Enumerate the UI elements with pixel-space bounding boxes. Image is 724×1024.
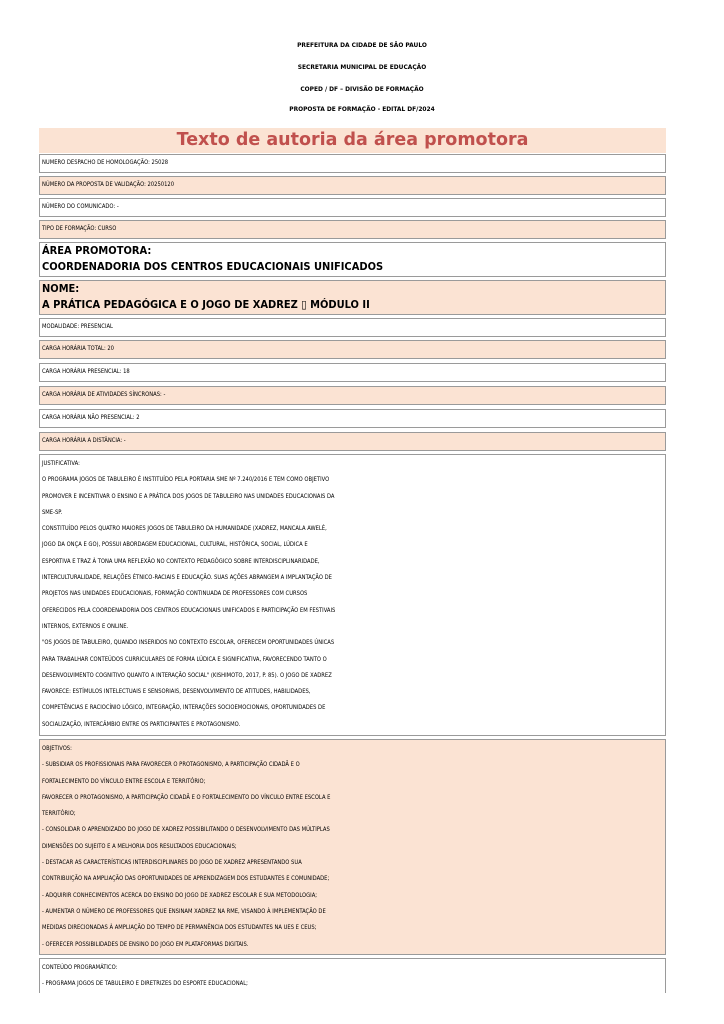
comunicado-text: NÚMERO DO COMUNICADO: - (42, 204, 119, 210)
ch-sincronas-text: CARGA HORÁRIA DE ATIVIDADES SÍNCRONAS: - (42, 392, 166, 398)
tipo-text: TIPO DE FORMAÇÃO: CURSO (42, 226, 117, 232)
justificativa-line: "OS JOGOS DE TABULEIRO, QUANDO INSERIDOS NO CONTEXTO ESCOLAR, OFERECEM OPORTUNIDADES ÚNICAS (42, 640, 335, 647)
header-line-3: COPED / DF – DIVISÃO DE FORMAÇÃO (300, 87, 424, 93)
row-ch-nao-presencial (39, 409, 666, 428)
row-despacho (39, 154, 666, 173)
row-ch-distancia (39, 432, 666, 451)
justificativa-line: JOGO DA ONÇA E GO), POSSUI ABORDAGEM EDUCACIONAL, CULTURAL, HISTÓRICA, SOCIAL, LÚDICA E (42, 542, 308, 549)
header-line-1: PREFEITURA DA CIDADE DE SÃO PAULO (297, 43, 427, 49)
justificativa-line: OFERECIDOS PELA COORDENADORIA DOS CENTROS EDUCACIONAIS UNIFICADOS E PARTICIPAÇÃO EM FESTIVAIS (42, 607, 336, 614)
justificativa-line: INTERCULTURALIDADE, RELAÇÕES ÉTNICO-RACIAIS E EDUCAÇÃO. SUAS AÇÕES ABRANGEM A IMPLANTAÇÃO DE (42, 575, 332, 582)
row-justificativa (39, 454, 666, 736)
ch-presencial-text: CARGA HORÁRIA PRESENCIAL: 18 (42, 369, 130, 375)
row-ch-presencial (39, 363, 666, 382)
justificativa-line: PARA TRABALHAR CONTEÚDOS CURRICULARES DE FORMA LÚDICA E SIGNIFICATIVA, FAVORECENDO TANTO O (42, 656, 327, 663)
justificativa-line: FAVORECE: ESTÍMULOS INTELECTUAIS E SENSORIAIS, DESENVOLVIMENTO DE ATITUDES, HABILIDADES, (42, 689, 311, 696)
objetivos-line: MEDIDAS DIRECIONADAS À AMPLIAÇÃO DO TEMPO DE PERMANÊNCIA DOS ESTUDANTES NA UES E CEUS; (42, 925, 317, 932)
conteudo-line: CONTEÚDO PROGRAMÁTICO: (42, 965, 118, 971)
row-validacao (39, 176, 666, 195)
row-comunicado (39, 198, 666, 217)
document-title: PROPOSTA DE FORMAÇÃO - EDITAL DF/2024 (289, 107, 435, 113)
justificativa-line: PROJETOS NAS UNIDADES EDUCACIONAIS, FORMAÇÃO CONTINUADA DE PROFESSORES COM CURSOS (42, 591, 308, 598)
nome-value: A PRÁTICA PEDAGÓGICA E O JOGO DE XADREZ ▯ MÓDULO II (42, 298, 370, 311)
ch-total-text: CARGA HORÁRIA TOTAL: 20 (42, 346, 115, 352)
conteudo-line: - PROGRAMA JOGOS DE TABULEIRO E DIRETRIZES DO ESPORTE EDUCACIONAL; (42, 981, 248, 988)
justificativa-line: INTERNOS, EXTERNOS E ONLINE. (42, 623, 129, 630)
objetivos-line: - CONSOLIDAR O APRENDIZADO DO JOGO DE XADREZ POSSIBILITANDO O DESENVOLVIMENTO DAS MÚLTIPLAS (42, 827, 330, 834)
objetivos-line: - OFERECER POSSIBILIDADES DE ENSINO DO JOGO EM PLATAFORMAS DIGITAIS. (42, 941, 249, 948)
authorship-banner: Texto de autoria da área promotora (39, 128, 666, 153)
justificativa-line: CONSTITUÍDO PELOS QUATRO MAIORES JOGOS DE TABULEIRO DA HUMANIDADE (XADREZ, MANCALA AWELÉ, (42, 526, 327, 533)
row-tipo (39, 220, 666, 239)
objetivos-line: - ADQUIRIR CONHECIMENTOS ACERCA DO ENSINO DO JOGO DE XADREZ ESCOLAR E SUA METODOLOGIA; (42, 892, 318, 899)
justificativa-line: JUSTIFICATIVA: (42, 461, 80, 467)
justificativa-line: O PROGRAMA JOGOS DE TABULEIRO É INSTITUÍDO PELA PORTARIA SME Nº 7.240/2016 E TEM COMO OBJETIVO (42, 477, 330, 484)
objetivos-line: CONTRIBUIÇÃO NA AMPLIAÇÃO DAS OPORTUNIDADES DE APRENDIZAGEM DOS ESTUDANTES E COMUNIDADE; (42, 876, 330, 883)
justificativa-line: SME-SP. (42, 509, 63, 516)
area-value: COORDENADORIA DOS CENTROS EDUCACIONAIS UNIFICADOS (42, 260, 384, 273)
justificativa-line: SOCIALIZAÇÃO, INTERCÂMBIO ENTRE OS PARTICIPANTES E PROTAGONISMO. (42, 721, 241, 728)
objetivos-line: - AUMENTAR O NÚMERO DE PROFESSORES QUE ENSINAM XADREZ NA RME, VISANDO À IMPLEMENTAÇÃO DE (42, 908, 326, 915)
area-label: ÁREA PROMOTORA: (42, 244, 152, 257)
justificativa-line: ESPORTIVA E TRAZ À TONA UMA REFLEXÃO NO CONTEXTO PEDAGÓGICO SOBRE INTERDISCIPLINARIDADE, (42, 558, 320, 565)
objetivos-line: TERRITÓRIO; (42, 811, 76, 818)
justificativa-line: COMPETÊNCIAS E RACIOCÍNIO LÓGICO, INTEGRAÇÃO, INTERAÇÕES SOCIOEMOCIONAIS, OPORTUNIDADES DE (42, 705, 326, 712)
justificativa-line: DESENVOLVIMENTO COGNITIVO QUANTO A INTERAÇÃO SOCIAL" (KISHIMOTO, 2017, P. 85). O JOGO DE XADREZ (42, 672, 332, 679)
ch-distancia-text: CARGA HORÁRIA A DISTÂNCIA: - (42, 438, 126, 444)
row-objetivos (39, 739, 666, 955)
modalidade-text: MODALIDADE: PRESENCIAL (42, 324, 113, 330)
row-nome (39, 280, 666, 315)
validacao-text: NÚMERO DA PROPOSTA DE VALIDAÇÃO: 20250120 (42, 182, 175, 188)
objetivos-line: DIMENSÕES DO SUJEITO E A MELHORIA DOS RESULTADOS EDUCACIONAIS; (42, 843, 237, 850)
row-ch-sincronas (39, 386, 666, 405)
objetivos-line: FORTALECIMENTO DO VÍNCULO ENTRE ESCOLA E TERRITÓRIO; (42, 778, 206, 785)
despacho-text: NUMERO DESPACHO DE HOMOLOGAÇÃO: 25028 (42, 160, 169, 166)
nome-label: NOME: (42, 282, 80, 295)
ch-nao-presencial-text: CARGA HORÁRIA NÃO PRESENCIAL: 2 (42, 415, 140, 421)
objetivos-line: OBJETIVOS: (42, 746, 72, 752)
justificativa-line: PROMOVER E INCENTIVAR O ENSINO E A PRÁTICA DOS JOGOS DE TABULEIRO NAS UNIDADES EDUCACIONAIS DA (42, 493, 335, 500)
row-ch-total (39, 340, 666, 359)
row-conteudo-programatico (39, 958, 666, 993)
objetivos-line: - SUBSIDIAR OS PROFISSIONAIS PARA FAVORECER O PROTAGONISMO, A PARTICIPAÇÃO CIDADÃ E O (42, 762, 300, 769)
row-modalidade (39, 318, 666, 337)
row-area-promotora (39, 242, 666, 277)
objetivos-line: - DESTACAR AS CARACTERÍSTICAS INTERDISCIPLINARES DO JOGO DE XADREZ APRESENTANDO SUA (42, 860, 302, 867)
header-line-2: SECRETARIA MUNICIPAL DE EDUCAÇÃO (297, 65, 427, 71)
objetivos-line: FAVORECER O PROTAGONISMO, A PARTICIPAÇÃO CIDADÃ E O FORTALECIMENTO DO VÍNCULO ENTRE ESCOLA E (42, 794, 331, 801)
